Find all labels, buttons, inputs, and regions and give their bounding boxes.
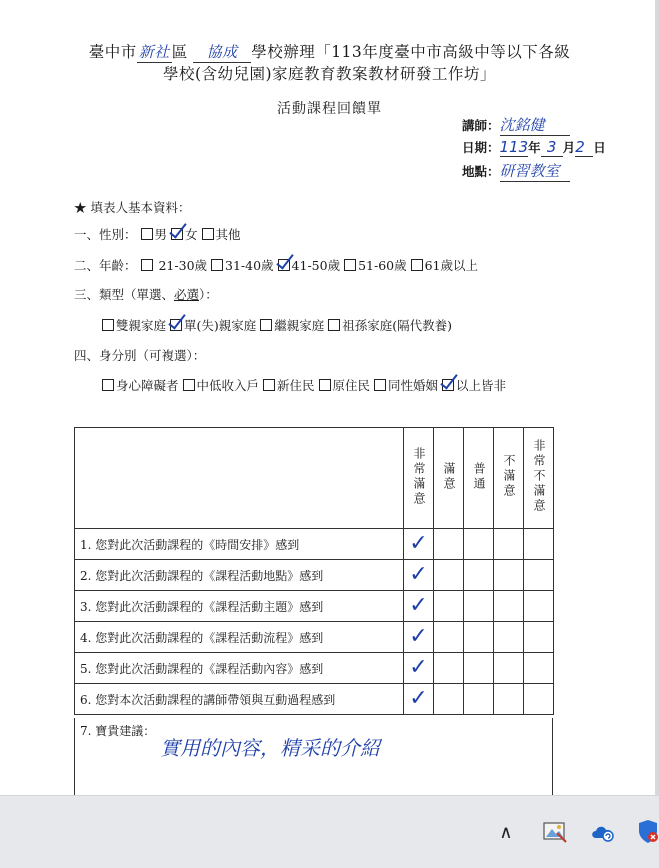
tick-mark: ✓ <box>409 562 428 587</box>
identity-checkbox-same-sex[interactable] <box>374 379 386 391</box>
age-checkbox-31-40[interactable] <box>211 259 223 271</box>
identity-checkbox-low-income[interactable] <box>183 379 195 391</box>
age-checkbox-21-30[interactable] <box>141 259 153 271</box>
type-checkbox-grandparent[interactable] <box>328 319 340 331</box>
tick-mark: ✓ <box>409 593 428 618</box>
table-row: 3. 您對此次活動課程的《課程活動主題》感到 ✓ <box>75 591 554 622</box>
suggestion-label: 7. 寶貴建議： <box>80 724 156 738</box>
table-row: 2. 您對此次活動課程的《課程活動地點》感到 ✓ <box>75 560 554 591</box>
gender-checkbox-other[interactable] <box>202 228 214 240</box>
identity-checkbox-new-resident[interactable] <box>263 379 275 391</box>
cloud-sync-icon[interactable] <box>589 816 617 848</box>
table-row: 4. 您對此次活動課程的《課程活動流程》感到 ✓ <box>75 622 554 653</box>
page-edge <box>655 0 659 795</box>
tick-mark: ✓ <box>409 531 428 556</box>
type-checkbox-two-parent[interactable] <box>102 319 114 331</box>
col-very-dissatisfied: 非常不滿意 <box>524 428 554 529</box>
show-hidden-icons-chevron[interactable]: ∧ <box>499 821 513 843</box>
lecturer-line: 講師：沈銘健 <box>462 114 570 136</box>
tick-mark: ✓ <box>409 686 428 711</box>
satisfaction-table <box>74 427 554 715</box>
age-checkbox-61-plus[interactable] <box>411 259 423 271</box>
security-shield-icon[interactable] <box>636 816 659 848</box>
suggestion-box[interactable] <box>74 718 553 795</box>
form-title: 活動課程回饋單 <box>277 101 382 117</box>
col-very-satisfied: 非常滿意 <box>404 428 434 529</box>
image-viewer-icon[interactable] <box>541 816 569 848</box>
identity-checkbox-none[interactable] <box>442 379 454 391</box>
age-checkbox-51-60[interactable] <box>344 259 356 271</box>
district-handwriting: 新社 <box>138 43 170 61</box>
age-checkbox-41-50[interactable] <box>278 259 290 271</box>
header-blank-cell <box>75 428 404 529</box>
type-checkbox-single-parent[interactable] <box>170 319 182 331</box>
table-row: 1. 您對此次活動課程的《時間安排》感到 ✓ <box>75 529 554 560</box>
identity-row: 身心障礙者 中低收入戶 新住民 原住民 同性婚姻 以上皆非 <box>102 376 506 394</box>
basic-info-heading: ★ 填表人基本資料： <box>74 200 191 215</box>
table-header-row <box>75 428 554 529</box>
col-dissatisfied: 不滿意 <box>494 428 524 529</box>
gender-checkbox-female[interactable] <box>171 228 183 240</box>
identity-checkbox-disability[interactable] <box>102 379 114 391</box>
table-row: 5. 您對此次活動課程的《課程活動內容》感到 ✓ <box>75 653 554 684</box>
identity-heading: 四、身分別（可複選）： <box>74 348 206 363</box>
lecturer-handwriting: 沈銘健 <box>500 114 570 136</box>
suggestion-handwriting: 實用的內容，精采的介紹 <box>160 736 380 760</box>
type-row: 雙親家庭 單(失)親家庭 繼親家庭 祖孫家庭(隔代教養) <box>102 316 452 334</box>
col-satisfied: 滿意 <box>434 428 464 529</box>
school-handwriting: 協成 <box>193 41 251 63</box>
title-line-2: 學校(含幼兒園)家庭教育教案教材研發工作坊」 <box>162 65 497 83</box>
type-checkbox-step-family[interactable] <box>260 319 272 331</box>
tick-mark: ✓ <box>409 655 428 680</box>
table-row: 6. 您對本次活動課程的講師帶領與互動過程感到 ✓ <box>75 684 554 715</box>
type-heading: 三、類型（單選、必選）： <box>74 287 218 302</box>
tick-mark: ✓ <box>409 624 428 649</box>
identity-checkbox-indigenous[interactable] <box>319 379 331 391</box>
title-line-1: 臺中市 新社 區 協成 學校辦理「113年度臺中市高級中等以下各級 <box>88 43 571 61</box>
col-neutral: 普通 <box>464 428 494 529</box>
taskbar <box>0 795 659 868</box>
gender-checkbox-male[interactable] <box>141 228 153 240</box>
place-handwriting: 研習教室 <box>500 160 570 182</box>
gender-row: 一、性別： 男 女 其他 <box>74 227 241 242</box>
date-line: 日期：113年 3 月2 日 <box>462 138 606 156</box>
age-row: 二、年齡： 21-30歲 31-40歲 41-50歲 51-60歲 61歲以上 <box>74 258 479 273</box>
place-line: 地點：研習教室 <box>462 160 570 182</box>
